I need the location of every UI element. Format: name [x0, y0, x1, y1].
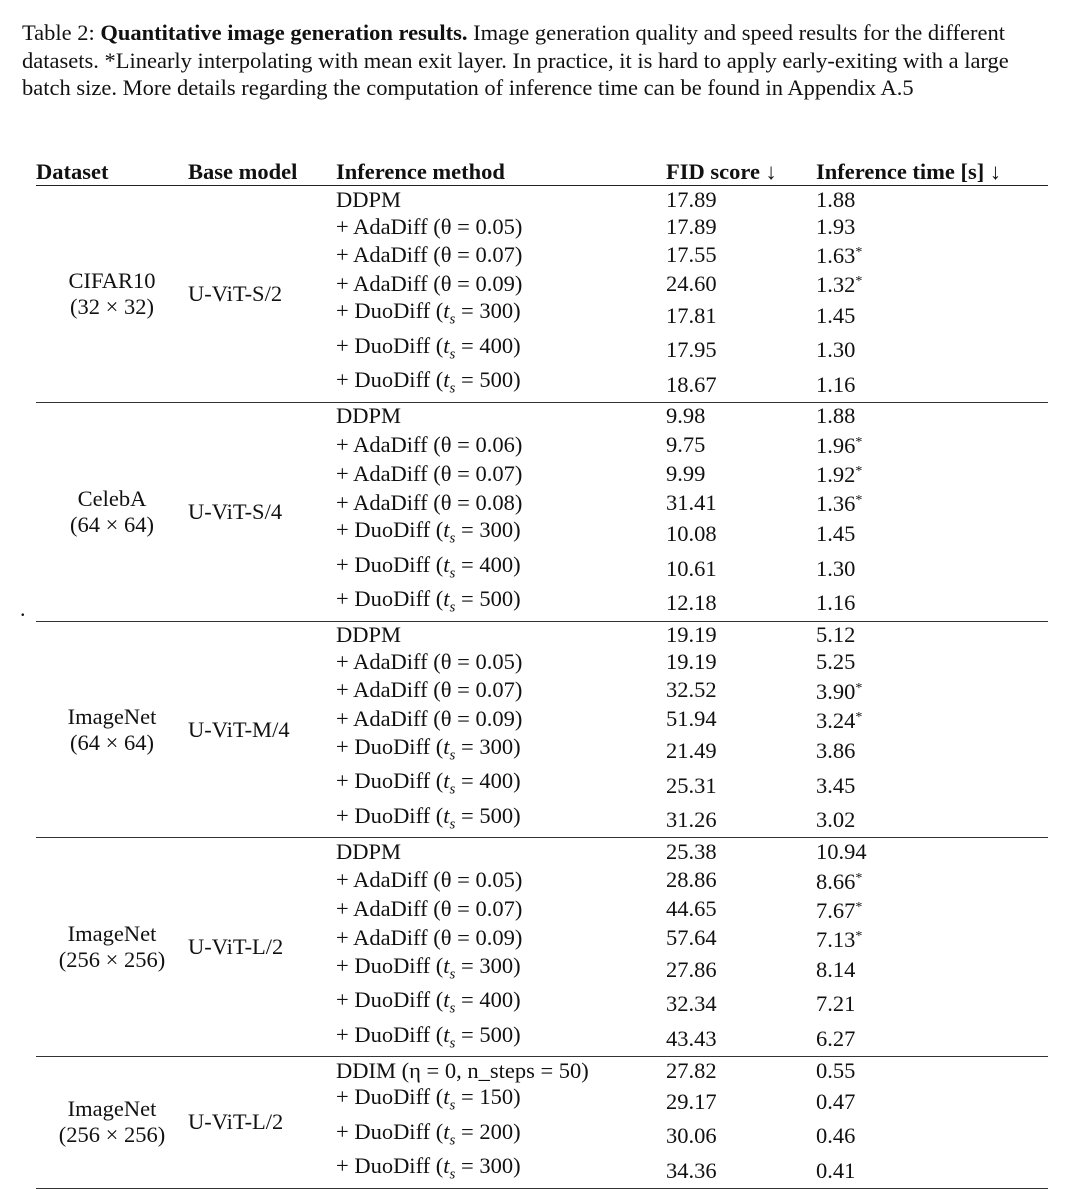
fid-score-cell: 31.26	[666, 803, 816, 838]
table-group	[36, 186, 1048, 403]
fid-score-cell: 25.38	[666, 839, 717, 865]
dataset-cell	[36, 621, 188, 838]
inference-method-cell: DDPM	[336, 622, 402, 648]
inference-time-cell: 3.24*	[816, 707, 863, 733]
inference-method-cell: + AdaDiff (θ = 0.09)	[336, 270, 523, 296]
inference-method-cell: + AdaDiff (θ = 0.07)	[336, 460, 523, 486]
inference-method-cell: DDPM	[336, 839, 402, 865]
caption-title: Quantitative image generation results.	[100, 20, 468, 45]
dataset-cell	[36, 1057, 188, 1189]
inference-time-cell: 8.66*	[816, 868, 863, 894]
fid-score-cell: 9.99	[666, 460, 706, 486]
inference-method-cell: + AdaDiff (θ = 0.07)	[336, 677, 523, 703]
inference-time-cell: 1.96*	[816, 433, 863, 459]
base-model-cell: U-ViT-S/4	[188, 402, 336, 621]
inference-method-cell: + AdaDiff (θ = 0.08)	[336, 489, 523, 515]
inference-method-cell: + DuoDiff $(t_s = 300)$	[336, 517, 521, 547]
caption-body: Image generation quality and speed results for the different datasets. *Linearly interpolating with mean exit layer. In practice, it is hard to apply early-exiting with a large batch size. More details regarding the computation of inference time can be found in Appendix A.5	[22, 20, 1009, 100]
inference-time-cell: 1.30	[816, 337, 856, 363]
dataset-name: CelebA	[77, 485, 147, 511]
inference-time-cell: 3.86	[816, 738, 856, 764]
inference-time-cell: 3.45	[816, 772, 856, 798]
inference-time-cell: 1.32*	[816, 272, 863, 298]
fid-score-cell: 18.67	[666, 367, 816, 402]
inference-time-cell: 3.02	[816, 803, 1048, 838]
table-row	[36, 838, 1048, 866]
inference-time-cell: 0.41	[816, 1153, 1048, 1188]
inference-method-cell: + DuoDiff $(t_s = 300)$	[336, 952, 521, 983]
fid-score-cell: 24.60	[666, 270, 717, 296]
base-model-cell: U-ViT-L/2	[188, 838, 336, 1057]
inference-method-cell: DDIM (η = 0, n_steps = 50)	[336, 1057, 589, 1083]
table-group	[36, 621, 1048, 838]
footnote-asterisk: *	[855, 899, 863, 915]
dataset-resolution: (64 × 64)	[70, 511, 154, 537]
footnote-asterisk: *	[855, 680, 863, 696]
fid-score-cell: 12.18	[666, 586, 816, 621]
dataset-name: ImageNet	[67, 703, 157, 729]
table-caption	[22, 19, 1022, 102]
inference-method-cell: + DuoDiff $(t_s = 500)$	[336, 367, 666, 402]
fid-score-cell: 17.89	[666, 186, 717, 212]
base-model-cell: U-ViT-M/4	[188, 621, 336, 838]
inference-time-cell: 1.45	[816, 521, 856, 547]
footnote-asterisk: *	[855, 245, 863, 261]
inference-time-cell: 1.92*	[816, 462, 863, 488]
fid-score-cell: 57.64	[666, 925, 717, 951]
footnote-asterisk: *	[855, 435, 863, 451]
base-model-cell: U-ViT-L/2	[188, 1057, 336, 1189]
inference-method-cell: + AdaDiff (θ = 0.07)	[336, 241, 523, 267]
fid-score-cell: 9.98	[666, 403, 706, 429]
header-dataset: Dataset	[36, 155, 188, 186]
fid-score-cell: 31.41	[666, 489, 717, 515]
header-inference-time: Inference time [s] ↓	[816, 155, 1048, 186]
inference-method-cell: + DuoDiff $(t_s = 150)$	[336, 1084, 521, 1114]
header-base-model: Base model	[188, 155, 336, 186]
inference-method-cell: + DuoDiff $(t_s = 300)$	[336, 1153, 666, 1188]
inference-method-cell: DDPM	[336, 403, 402, 429]
footnote-asterisk: *	[855, 493, 863, 509]
inference-method-cell: + AdaDiff (θ = 0.05)	[336, 867, 523, 893]
inference-time-cell: 0.55	[816, 1057, 856, 1083]
fid-score-cell: 28.86	[666, 867, 717, 893]
fid-score-cell: 10.08	[666, 521, 717, 547]
footnote-asterisk: *	[855, 274, 863, 290]
dataset-cell	[36, 838, 188, 1057]
fid-score-cell: 21.49	[666, 738, 717, 764]
stray-mark: .	[20, 596, 26, 621]
fid-score-cell: 27.82	[666, 1057, 717, 1083]
fid-score-cell: 17.95	[666, 337, 717, 363]
inference-time-cell: 1.45	[816, 302, 856, 328]
base-model-cell: U-ViT-S/2	[188, 186, 336, 403]
dataset-resolution: (32 × 32)	[70, 293, 154, 319]
inference-method-cell: + DuoDiff $(t_s = 400)$	[336, 551, 521, 582]
fid-score-cell: 34.36	[666, 1153, 816, 1188]
inference-method-cell: + DuoDiff $(t_s = 200)$	[336, 1118, 521, 1149]
inference-method-cell: + DuoDiff $(t_s = 400)$	[336, 987, 521, 1017]
inference-method-cell: + AdaDiff (θ = 0.05)	[336, 213, 523, 239]
fid-score-cell: 17.89	[666, 213, 717, 239]
inference-method-cell: + DuoDiff $(t_s = 500)$	[336, 586, 666, 621]
inference-method-cell: + AdaDiff (θ = 0.09)	[336, 925, 523, 951]
dataset-cell	[36, 402, 188, 621]
dataset-name: ImageNet	[67, 1096, 157, 1122]
inference-method-cell: + DuoDiff $(t_s = 400)$	[336, 332, 521, 363]
inference-method-cell: + DuoDiff $(t_s = 500)$	[336, 1022, 666, 1057]
inference-time-cell: 1.16	[816, 586, 1048, 621]
footnote-asterisk: *	[855, 709, 863, 725]
fid-score-cell: 29.17	[666, 1088, 717, 1114]
inference-time-cell: 7.21	[816, 991, 856, 1017]
fid-score-cell: 32.34	[666, 991, 717, 1017]
inference-time-cell: 5.12	[816, 622, 856, 648]
table-row	[36, 186, 1048, 214]
fid-score-cell: 17.55	[666, 241, 717, 267]
inference-time-cell: 1.36*	[816, 491, 863, 517]
table-row	[36, 1057, 1048, 1085]
inference-method-cell: + DuoDiff $(t_s = 500)$	[336, 803, 666, 838]
inference-time-cell: 5.25	[816, 649, 856, 675]
table-group	[36, 402, 1048, 621]
inference-time-cell: 1.16	[816, 367, 1048, 402]
fid-score-cell: 27.86	[666, 956, 717, 982]
inference-time-cell: 1.63*	[816, 243, 863, 269]
inference-method-cell: + AdaDiff (θ = 0.05)	[336, 649, 523, 675]
inference-time-cell: 1.93	[816, 213, 856, 239]
dataset-resolution: (256 × 256)	[58, 947, 166, 973]
fid-score-cell: 19.19	[666, 649, 717, 675]
table-row	[36, 621, 1048, 649]
inference-time-cell: 3.90*	[816, 678, 863, 704]
dataset-name: ImageNet	[67, 921, 157, 947]
inference-method-cell: + AdaDiff (θ = 0.09)	[336, 706, 523, 732]
inference-time-cell: 6.27	[816, 1022, 1048, 1057]
inference-time-cell: 7.13*	[816, 926, 863, 952]
inference-method-cell: + DuoDiff $(t_s = 300)$	[336, 733, 521, 764]
fid-score-cell: 9.75	[666, 431, 706, 457]
dataset-resolution: (64 × 64)	[70, 729, 154, 755]
inference-time-cell: 1.30	[816, 555, 856, 581]
header-inference-method: Inference method	[336, 155, 666, 186]
inference-method-cell: + DuoDiff $(t_s = 400)$	[336, 768, 521, 798]
fid-score-cell: 25.31	[666, 772, 717, 798]
table-row	[36, 402, 1048, 430]
inference-time-cell: 1.88	[816, 186, 856, 212]
inference-time-cell: 0.47	[816, 1088, 856, 1114]
inference-time-cell: 1.88	[816, 403, 856, 429]
inference-method-cell: + DuoDiff $(t_s = 300)$	[336, 298, 521, 328]
table-group	[36, 1057, 1048, 1189]
table-group	[36, 838, 1048, 1057]
fid-score-cell: 30.06	[666, 1123, 717, 1149]
inference-time-cell: 7.67*	[816, 897, 863, 923]
header-fid-score: FID score ↓	[666, 155, 816, 186]
fid-score-cell: 43.43	[666, 1022, 816, 1057]
dataset-resolution: (256 × 256)	[58, 1122, 166, 1148]
inference-method-cell: + AdaDiff (θ = 0.06)	[336, 431, 523, 457]
inference-time-cell: 0.46	[816, 1123, 856, 1149]
inference-time-cell: 10.94	[816, 839, 867, 865]
inference-method-cell: DDPM	[336, 186, 402, 212]
footnote-asterisk: *	[855, 464, 863, 480]
fid-score-cell: 44.65	[666, 896, 717, 922]
fid-score-cell: 19.19	[666, 622, 717, 648]
footnote-asterisk: *	[855, 928, 863, 944]
inference-time-cell: 8.14	[816, 956, 856, 982]
fid-score-cell: 32.52	[666, 677, 717, 703]
fid-score-cell: 51.94	[666, 706, 717, 732]
dataset-cell	[36, 186, 188, 403]
results-table	[36, 155, 1048, 1189]
dataset-name: CIFAR10	[68, 267, 156, 293]
fid-score-cell: 10.61	[666, 555, 717, 581]
header-row	[36, 155, 1048, 186]
caption-prefix: Table 2:	[22, 20, 101, 45]
footnote-asterisk: *	[855, 870, 863, 886]
fid-score-cell: 17.81	[666, 302, 717, 328]
inference-method-cell: + AdaDiff (θ = 0.07)	[336, 896, 523, 922]
